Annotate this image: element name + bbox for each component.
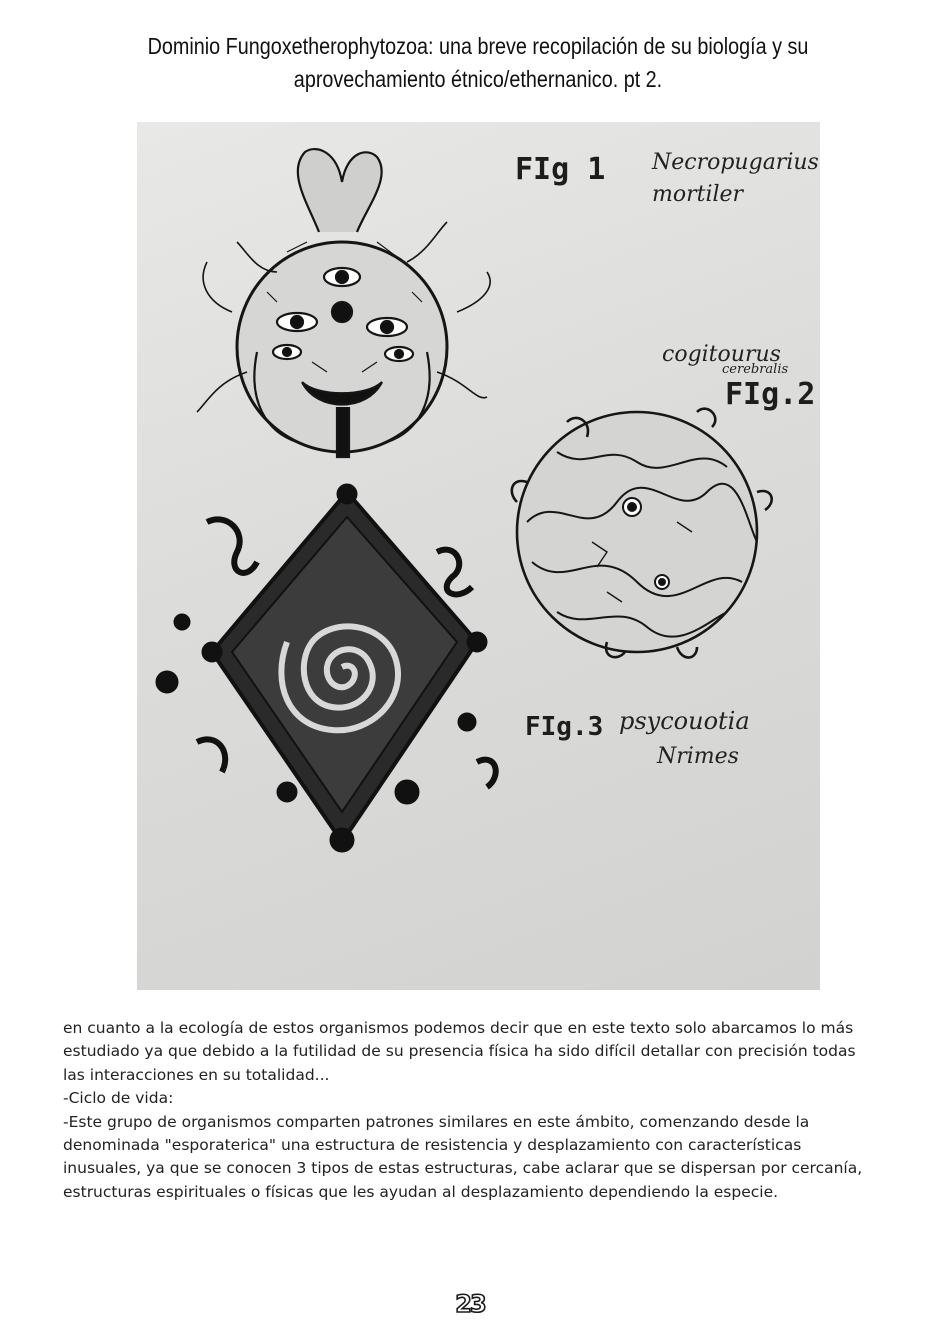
fig1-label: FIg 1 — [515, 152, 606, 187]
fig2-sphere-drawing — [512, 409, 772, 658]
paragraph-life-cycle: -Este grupo de organismos comparten patrones similares en este ámbito, comenzando desde la denominada "esporaterica" una estructura de resistencia y desplazamiento con características inusuales, ya que se conocen 3 tipos de estas estructuras, cabe aclarar que se dispersan por cercanía, estructuras espirituales o físicas que les ayudan al desplazamiento dependiendo la especie. — [63, 1112, 863, 1201]
fig1-species-name-line2: mortiler — [652, 182, 744, 207]
paragraph-life-cycle-heading: -Ciclo de vida: — [63, 1089, 174, 1108]
page-title — [144, 30, 811, 96]
fig3-label: FIg.3 — [525, 712, 604, 742]
ink-drawing — [137, 122, 820, 990]
fig3-species-name-line1: psycouotia — [619, 707, 750, 735]
fig2-label: FIg.2 — [725, 377, 816, 412]
fig1-species-name-line1: Necropugarius — [652, 150, 819, 175]
title-line-1: Dominio Fungoxetherophytozoa: una breve recopilación de su biología y su — [147, 33, 809, 59]
paragraph-ecology: en cuanto a la ecología de estos organismos podemos decir que en este texto solo abarcamos lo más estudiado ya que debido a la futilidad de su presencia física ha sido difícil detallar con precisión todas las interacciones en su totalidad... — [63, 1019, 856, 1084]
fig2-species-name-line1: cogitourus — [662, 342, 781, 367]
hand-drawn-illustration-photo — [137, 122, 820, 990]
fig2-species-name-line2: cerebralis — [722, 362, 789, 377]
fig1-head-drawing — [197, 149, 490, 457]
fig3-spiral-drawing — [156, 484, 496, 852]
title-line-2: aprovechamiento étnico/ethernanico. pt 2. — [293, 66, 663, 92]
body-text — [63, 1017, 878, 1204]
fig3-species-name-line2: Nrimes — [657, 744, 739, 769]
page-number: 23 — [455, 1290, 485, 1318]
